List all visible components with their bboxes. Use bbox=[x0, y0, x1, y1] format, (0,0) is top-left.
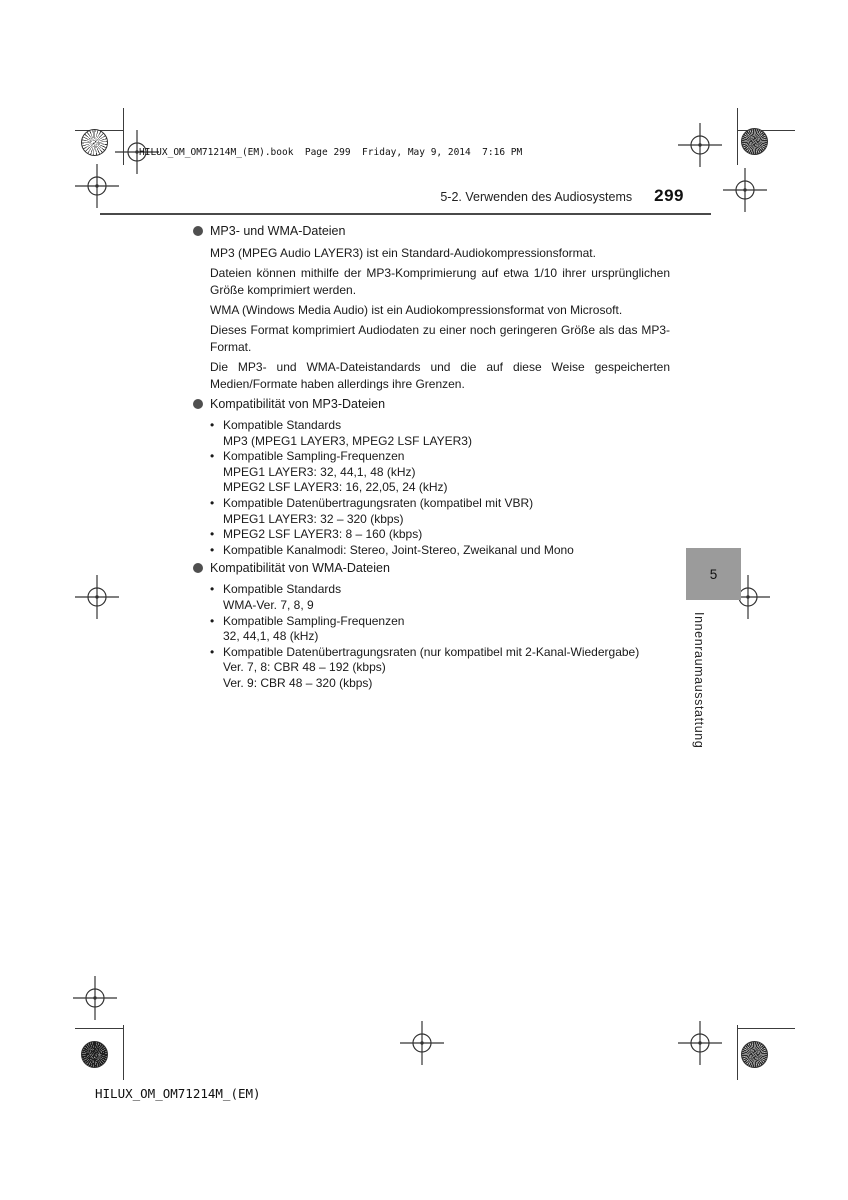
section-heading bbox=[193, 223, 671, 239]
list-item-text: Kompatible Standards bbox=[223, 418, 342, 432]
section-mp3-wma-files bbox=[193, 223, 671, 393]
paragraph: Die MP3- und WMA-Dateistandards und die auf diese Weise gespeicherten Medien/Formate haben allerdings ihre Grenzen. bbox=[210, 360, 670, 391]
list-bullet: • bbox=[210, 418, 215, 432]
list-item bbox=[210, 480, 676, 496]
trim-mark bbox=[737, 108, 738, 165]
registration-starburst-icon bbox=[741, 128, 768, 155]
list-item-text: MPEG2 LSF LAYER3: 8 – 160 (kbps) bbox=[223, 527, 423, 542]
list-item-text: WMA-Ver. 7, 8, 9 bbox=[223, 597, 314, 612]
section-title: MP3- und WMA-Dateien bbox=[210, 224, 346, 238]
list-item bbox=[210, 582, 676, 598]
print-job-header: HILUX_OM_OM71214M_(EM).book Page 299 Friday, May 9, 2014 7:16 PM bbox=[139, 147, 523, 158]
list-bullet bbox=[210, 660, 223, 676]
list-item bbox=[210, 527, 676, 543]
list-item-text: Kompatible Sampling-Frequenzen bbox=[223, 613, 405, 628]
registration-crosshair-icon bbox=[723, 168, 767, 212]
header-rule bbox=[100, 213, 711, 215]
page-header bbox=[100, 186, 684, 206]
trim-mark bbox=[737, 1025, 738, 1080]
list-item-text: Kompatible Datenübertragungsraten (nur kompatibel mit 2-Kanal-Wiedergabe) bbox=[223, 644, 640, 659]
paragraph: MP3 (MPEG Audio LAYER3) ist ein Standard-Audiokompressionsformat. bbox=[210, 246, 596, 260]
list-bullet bbox=[210, 598, 223, 614]
registration-starburst-icon bbox=[741, 1041, 768, 1068]
trim-mark bbox=[737, 1028, 795, 1029]
registration-starburst-icon bbox=[81, 129, 108, 156]
registration-crosshair-icon bbox=[75, 575, 119, 619]
registration-starburst-icon bbox=[81, 1041, 108, 1068]
list-item bbox=[210, 543, 676, 559]
list-bullet: • bbox=[210, 495, 215, 510]
list-item bbox=[210, 660, 676, 676]
list-item bbox=[210, 418, 676, 434]
section-bullet-icon bbox=[193, 399, 203, 409]
section-title: Kompatibilität von WMA-Dateien bbox=[210, 561, 390, 576]
list-item-text: MPEG1 LAYER3: 32 – 320 (kbps) bbox=[223, 511, 404, 526]
chapter-tab-label: Innenraumausstattung bbox=[692, 612, 706, 749]
list-item-text: MP3 (MPEG1 LAYER3, MPEG2 LSF LAYER3) bbox=[223, 433, 472, 448]
list-item-text: Kompatible Sampling-Frequenzen bbox=[223, 449, 405, 464]
list-item bbox=[210, 496, 676, 512]
registration-crosshair-icon bbox=[73, 976, 117, 1020]
page-number: 299 bbox=[654, 186, 684, 205]
list-item-text: MPEG1 LAYER3: 32, 44,1, 48 (kHz) bbox=[223, 464, 416, 479]
section-bullet-icon bbox=[193, 226, 203, 236]
list-item bbox=[210, 465, 676, 481]
registration-crosshair-icon bbox=[400, 1021, 444, 1065]
paragraph: Dateien können mithilfe der MP3-Komprimierung auf etwa 1/10 ihrer ursprünglichen Größe komprimiert werden. bbox=[210, 266, 670, 297]
section-wma-compatibility bbox=[193, 560, 671, 691]
list-bullet bbox=[210, 676, 223, 692]
list-item bbox=[210, 614, 676, 630]
list-bullet: • bbox=[210, 527, 215, 542]
list-item bbox=[210, 449, 676, 465]
list-bullet: • bbox=[210, 542, 215, 557]
list-bullet bbox=[210, 465, 223, 481]
section-title: Kompatibilität von MP3-Dateien bbox=[210, 397, 386, 411]
list-item-text: Kompatible Kanalmodi: Stereo, Joint-Stereo, Zweikanal und Mono bbox=[223, 542, 574, 557]
list-item-text: MPEG2 LSF LAYER3: 16, 22,05, 24 (kHz) bbox=[223, 480, 448, 495]
print-job-footer: HILUX_OM_OM71214M_(EM) bbox=[95, 1086, 261, 1101]
list-bullet bbox=[210, 434, 223, 450]
section-heading bbox=[193, 560, 671, 576]
registration-crosshair-icon bbox=[678, 1021, 722, 1065]
paragraph: WMA (Windows Media Audio) ist ein Audiokompressionsformat von Microsoft. bbox=[210, 303, 623, 317]
chapter-section-title: 5-2. Verwenden des Audiosystems bbox=[440, 190, 633, 204]
registration-crosshair-icon bbox=[678, 123, 722, 167]
list-item bbox=[210, 512, 676, 528]
list-item bbox=[210, 598, 676, 614]
paragraph: Dieses Format komprimiert Audiodaten zu einer noch geringeren Größe als das MP3-Format. bbox=[210, 323, 670, 354]
list-item bbox=[210, 645, 676, 661]
chapter-number: 5 bbox=[709, 566, 718, 582]
trim-mark bbox=[123, 1025, 124, 1080]
section-mp3-compatibility bbox=[193, 396, 671, 558]
chapter-tab bbox=[686, 548, 741, 600]
section-heading bbox=[193, 396, 671, 412]
list-item-text: Kompatible Datenübertragungsraten (kompatibel mit VBR) bbox=[223, 495, 534, 510]
list-bullet: • bbox=[210, 449, 215, 464]
list-bullet bbox=[210, 629, 223, 645]
list-item-text: Kompatible Standards bbox=[223, 582, 342, 597]
list-bullet: • bbox=[210, 644, 215, 659]
list-item-text: Ver. 7, 8: CBR 48 – 192 (kbps) bbox=[223, 660, 386, 675]
list-item bbox=[210, 434, 676, 450]
list-bullet: • bbox=[210, 582, 215, 597]
list-bullet bbox=[210, 480, 223, 496]
list-bullet: • bbox=[210, 613, 215, 628]
page-content bbox=[193, 223, 671, 694]
list-item-text: 32, 44,1, 48 (kHz) bbox=[223, 629, 319, 644]
list-item bbox=[210, 676, 676, 692]
list-item bbox=[210, 629, 676, 645]
list-bullet bbox=[210, 512, 223, 528]
list-item-text: Ver. 9: CBR 48 – 320 (kbps) bbox=[223, 675, 373, 690]
trim-mark bbox=[75, 1028, 123, 1029]
section-bullet-icon bbox=[193, 563, 203, 573]
